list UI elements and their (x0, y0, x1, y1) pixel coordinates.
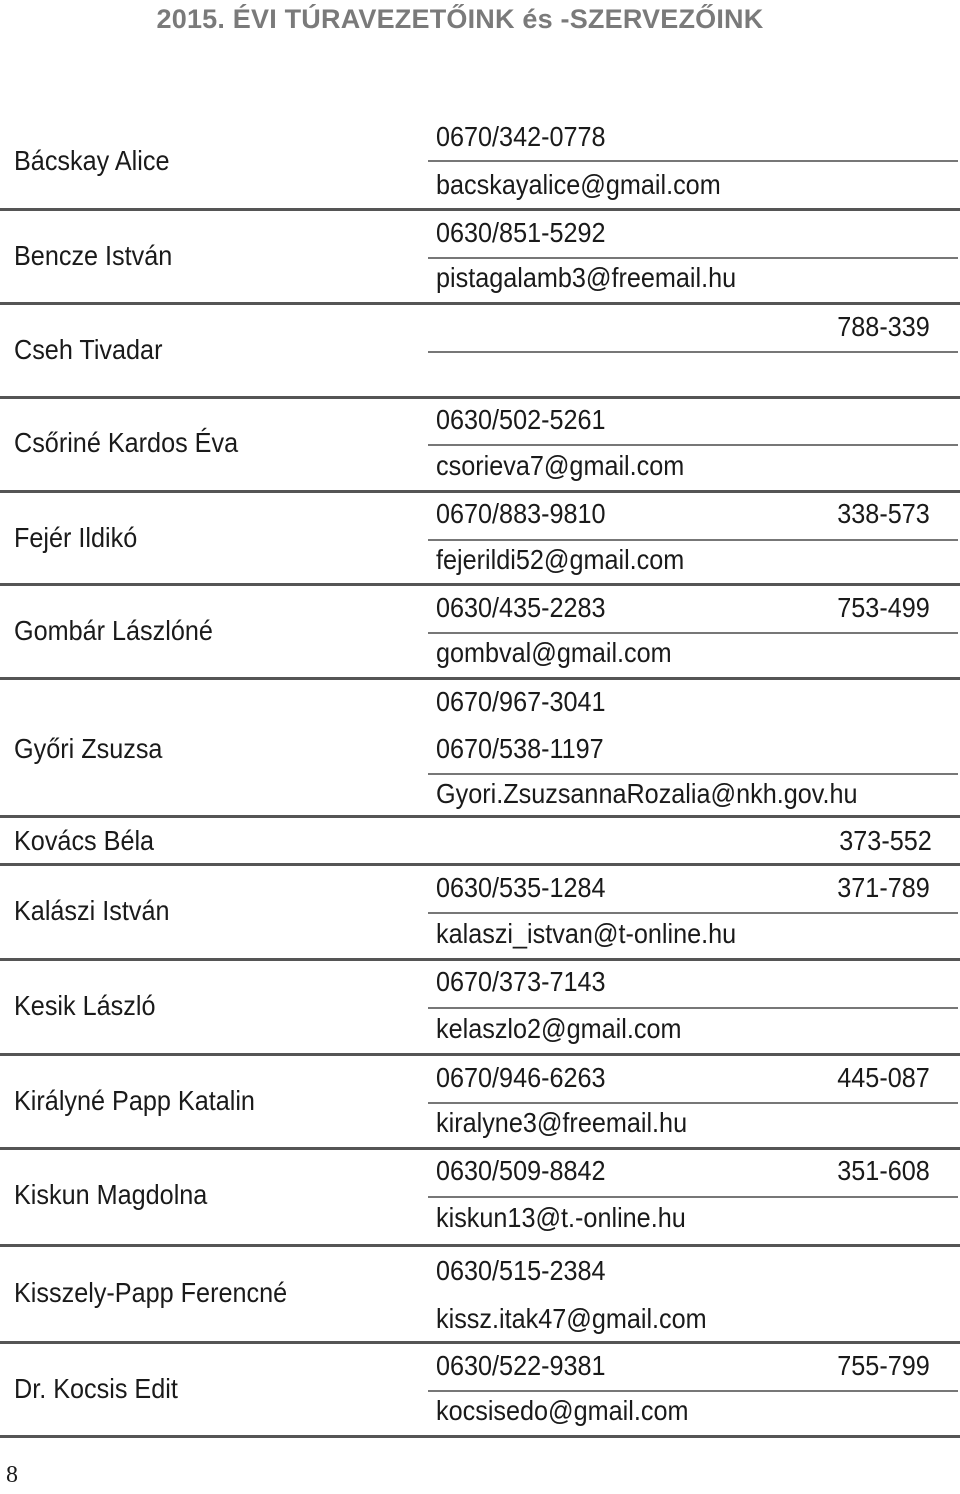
contact-entry (0, 1150, 960, 1247)
email-address: kocsisedo@gmail.com (436, 1395, 689, 1426)
email-line (428, 1008, 958, 1054)
email-address: kelaszlo2@gmail.com (436, 1013, 682, 1044)
contact-entry (0, 818, 960, 866)
contact-name: Cseh Tivadar (14, 334, 163, 365)
extension-number: 753-499 (837, 592, 930, 623)
phone-line (428, 1056, 958, 1104)
phone-number: 0670/946-6263 (436, 1062, 606, 1093)
phone-line (428, 305, 958, 353)
contact-name: Bencze István (14, 240, 173, 271)
contact-name: Kiskun Magdolna (14, 1179, 208, 1210)
email-address: csorieva7@gmail.com (436, 450, 685, 481)
phone-number-2: 0670/538-1197 (436, 733, 604, 764)
email-address: fejerildi52@gmail.com (436, 544, 685, 575)
phone-line (428, 1247, 958, 1293)
phone-line (428, 680, 958, 726)
contact-name: Bácskay Alice (14, 145, 170, 176)
email-line (428, 257, 958, 303)
contact-name: Kesik László (14, 990, 156, 1021)
email-line (428, 913, 958, 959)
email-line (428, 1390, 958, 1436)
phone-number: 0670/967-3041 (436, 686, 606, 717)
contact-entry (0, 493, 960, 586)
phone-line (428, 586, 958, 634)
contact-name: Kovács Béla (14, 825, 155, 856)
email-address: pistagalamb3@freemail.hu (436, 262, 737, 293)
phone-number: 0630/509-8842 (436, 1155, 606, 1186)
email-address: bacskayalice@gmail.com (436, 169, 721, 200)
contact-entry (0, 398, 960, 493)
contact-name: Kisszely-Papp Ferencné (14, 1277, 288, 1308)
email-line (428, 1295, 958, 1341)
email-line (428, 632, 958, 678)
phone-number: 0630/502-5261 (436, 404, 606, 435)
contact-entry (0, 1247, 960, 1344)
email-line (428, 539, 958, 585)
contact-entry (0, 1056, 960, 1150)
contact-name: Gombár Lászlóné (14, 615, 213, 646)
phone-number: 0670/342-0778 (436, 121, 606, 152)
contact-name: Kalászi István (14, 895, 170, 926)
phone-line-2 (428, 727, 958, 775)
contact-name: Csőriné Kardos Éva (14, 427, 239, 458)
extension-number: 755-799 (837, 1350, 930, 1381)
email-address: kiskun13@t.-online.hu (436, 1202, 686, 1233)
phone-number: 0670/883-9810 (436, 498, 606, 529)
extension-number: 373-552 (839, 825, 932, 856)
phone-number: 0630/515-2384 (436, 1255, 606, 1286)
phone-line (428, 866, 958, 914)
contact-entry (0, 961, 960, 1056)
phone-number: 0630/535-1284 (436, 872, 606, 903)
contact-name: Fejér Ildikó (14, 522, 138, 553)
email-line (428, 1197, 958, 1243)
phone-line (428, 1344, 958, 1392)
email-address: kiralyne3@freemail.hu (436, 1107, 688, 1138)
contact-name: Királyné Papp Katalin (14, 1085, 255, 1116)
email-line (428, 774, 958, 820)
contact-name: Dr. Kocsis Edit (14, 1373, 178, 1404)
phone-line (428, 398, 958, 446)
contact-entry (0, 211, 960, 305)
phone-number: 0630/522-9381 (436, 1350, 606, 1381)
phone-number: 0670/373-7143 (436, 966, 606, 997)
email-address: kalaszi_istvan@t-online.hu (436, 918, 737, 949)
phone-line (428, 211, 958, 259)
contact-name: Győri Zsuzsa (14, 733, 163, 764)
phone-number: 0630/851-5292 (436, 217, 606, 248)
email-line (428, 1102, 958, 1148)
phone-line (428, 493, 958, 541)
contact-entry (0, 866, 960, 961)
contact-entry (0, 305, 960, 399)
extension-number: 371-789 (837, 872, 930, 903)
contact-entry (0, 680, 960, 818)
page-title: 2015. ÉVI TÚRAVEZETŐINK és -SZERVEZŐINK (156, 4, 764, 34)
contact-entry (0, 1344, 960, 1438)
email-address: Gyori.ZsuzsannaRozalia@nkh.gov.hu (436, 778, 858, 809)
email-address: gombval@gmail.com (436, 637, 672, 668)
email-address: kissz.itak47@gmail.com (436, 1303, 707, 1334)
phone-number: 0630/435-2283 (436, 592, 606, 623)
phone-line (428, 114, 958, 162)
extension-number: 445-087 (837, 1062, 930, 1093)
email-line (428, 162, 958, 208)
phone-line (428, 1150, 958, 1198)
contact-entry (0, 114, 960, 211)
extension-number: 351-608 (837, 1155, 930, 1186)
page-number: 8 (6, 1462, 18, 1488)
extension-number: 338-573 (837, 498, 930, 529)
email-line (428, 445, 958, 491)
phone-line (428, 961, 958, 1009)
contact-entry (0, 586, 960, 680)
extension-number: 788-339 (837, 311, 930, 342)
